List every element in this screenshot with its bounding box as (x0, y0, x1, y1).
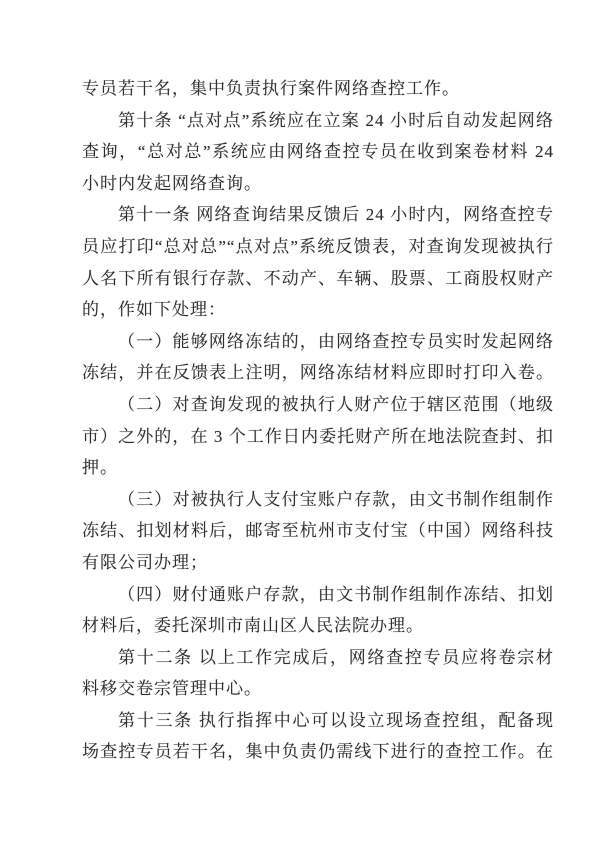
text-line: 人名下所有银行存款、不动产、车辆、股票、工商股权财产 (82, 268, 554, 288)
text-line: 专员若干名，集中负责执行案件网络查控工作。 (82, 79, 460, 98)
text-line: 场查控专员若干名，集中负责仍需线下进行的查控工作。在 (82, 742, 554, 762)
text-line: 第十三条 执行指挥中心可以设立现场查控组，配备现 (118, 710, 554, 730)
text-line: 有限公司办理； (82, 552, 208, 572)
text-line: （三）对被执行人支付宝账户存款，由文书制作组制作 (118, 489, 554, 509)
text-line: 第十二条 以上工作完成后，网络查控专员应将卷宗材 (118, 647, 554, 667)
text-line: 市）之外的，在 3 个工作日内委托财产所在地法院查封、扣 (82, 426, 554, 446)
text-line: 冻结、扣划材料后，邮寄至杭州市支付宝（中国）网络科技 (82, 521, 554, 541)
text-line: （四）财付通账户存款，由文书制作组制作冻结、扣划 (118, 584, 554, 604)
text-line: 的，作如下处理： (82, 300, 226, 320)
text-line: 材料后，委托深圳市南山区人民法院办理。 (82, 616, 424, 636)
text-line: 第十条 “点对点”系统应在立案 24 小时后自动发起网络 (118, 110, 554, 130)
text-line: 员应打印“总对总”“点对点”系统反馈表，对查询发现被执行 (82, 236, 554, 256)
text-line: （二）对查询发现的被执行人财产位于辖区范围（地级 (118, 394, 554, 414)
document-text-column (82, 73, 554, 768)
text-line: 第十一条 网络查询结果反馈后 24 小时内，网络查控专 (118, 205, 554, 225)
text-line: （一）能够网络冻结的，由网络查控专员实时发起网络 (118, 331, 554, 351)
text-line: 料移交卷宗管理中心。 (82, 679, 262, 699)
text-line: 查询，“总对总”系统应由网络查控专员在收到案卷材料 24 (82, 142, 554, 162)
text-line: 小时内发起网络查询。 (82, 173, 262, 193)
text-line: 押。 (82, 458, 118, 478)
text-line: 冻结，并在反馈表上注明，网络冻结材料应即时打印入卷。 (82, 363, 554, 383)
